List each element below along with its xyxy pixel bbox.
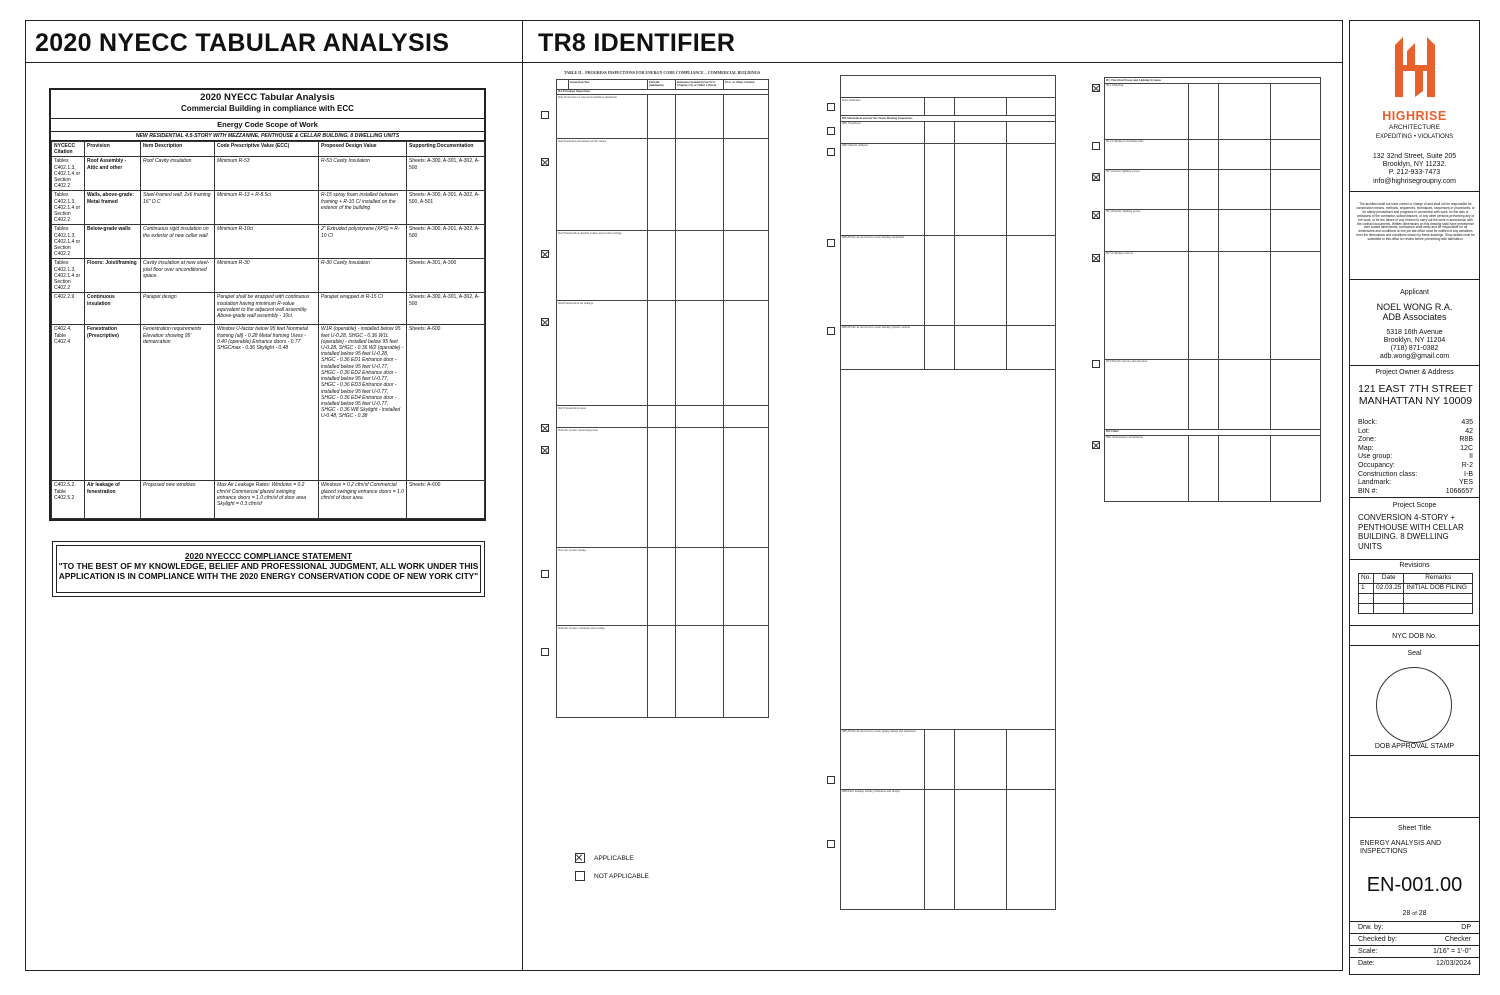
cell-documentation: Sheets: A-600 [407, 481, 485, 519]
table-row [841, 98, 1056, 116]
cell-item: Cavity insulation at new steel-joist floor over unconditioned space. [141, 259, 215, 293]
applicant-name: NOEL WONG R.A. [1376, 302, 1453, 312]
col-design-value: Proposed Design Value [319, 142, 407, 157]
cell-documentation: Sheets: A-600 [407, 325, 485, 481]
cell-item: Continuous rigid insulation on the exterior of new cellar wall. [141, 225, 215, 259]
prop-use-group: Use group: II [1358, 453, 1473, 461]
table-row [52, 191, 485, 225]
table-row [52, 481, 485, 519]
row-iia6: IIA6 Air barrier visual inspection [557, 428, 648, 548]
sheet-title: ENERGY ANALYSIS AND INSPECTIONS [1360, 840, 1442, 855]
prop-block: Block: 435 [1358, 419, 1473, 426]
col-provision: Provision [85, 142, 141, 157]
row-iib1: IIB1 Fireplaces [841, 121, 925, 143]
prop-lot: Lot: 42 [1358, 427, 1473, 435]
sheet-title-label: Sheet Title [1397, 825, 1432, 832]
cell-item: Roof Cavity insulation [141, 157, 215, 191]
page-count: 28 of 28 [1402, 910, 1427, 917]
cell-documentation: Sheets: A-300, A-301, A-302, A-500 [407, 293, 485, 325]
statement-body: "TO THE BEST OF MY KNOWLEDGE, BELIEF AND PROFESSIONAL JUDGMENT, ALL WORK UNDER THIS APPLICATION IS IN COMPLIANCE WITH THE 2020 ENERGY CONSERVATION CODE OF NEW YORK CITY" [58, 561, 479, 581]
legend-applicable-label: APPLICABLE [594, 855, 634, 862]
cell-design-value: Windows = 0.2 cfm/sf Commercial glazed swinging entrance doors = 1.0 cfm/sf of door area [319, 481, 407, 519]
table-row [841, 325, 1056, 369]
cell-citation: Tables C402.1.3, C402.1.4 or Section C402.2 [52, 225, 85, 259]
table-row [557, 139, 769, 231]
title-block [1349, 20, 1480, 975]
cell-citation: Tables C402.1.3, C402.1.4 or Section C402.2 [52, 259, 85, 293]
cell-design-value: R-53 Cavity Insulation [319, 157, 407, 191]
tabular-grid [51, 141, 485, 519]
cell-code-value: Minimum R-13 + R-8.5ci [215, 191, 319, 225]
firm-sub1: ARCHITECTURE [1389, 124, 1440, 131]
liability-notice: The architect shall not have control or charge of and shall not be responsible for construction means, methods, sequences, techniques, sequences or procedures, or for safety precautions and programs in connection with work, for the acts or omissions of the contractor, subcontractors, or any other persons performing any of the work, or for the failure of any of them to carry out the work in accordance with the contract documents. Written dimensions on this drawing shall have precedence over scaled dimensions; contractors shall verify and be responsible for all dimensions and conditions on the job site office must be notified of any variations from the dimensions and conditions shown by these drawings. Shop details must be submitted to this office for review before proceeding with fabrication. [1356, 202, 1475, 242]
cell-provision: Roof Assembly - Attic and other [85, 157, 141, 191]
tabular-subtitle: Commercial Building in compliance with ECC [51, 104, 484, 119]
cell-provision: Air leakage of fenestration [85, 481, 141, 519]
firm-phone: P. 212-933-7473 [1388, 169, 1441, 176]
firm-name: HIGHRISE [1382, 109, 1447, 123]
scope-label: Project Scope [1392, 502, 1437, 509]
section-iic: IIC Electrical Power and Lighting Systems [1105, 78, 1321, 84]
table-row [52, 293, 485, 325]
checkbox-iia5[interactable] [541, 424, 549, 432]
footer-checked-by: Checked by: Checker [1350, 933, 1479, 946]
cell-provision: Continuous insulation [85, 293, 141, 325]
applicant-label: Applicant [1400, 289, 1429, 296]
checkbox-iic1[interactable] [1092, 84, 1100, 92]
checkbox-iib4[interactable] [827, 327, 835, 335]
row-iic4: IIC4 Exterior lighting power [1105, 209, 1189, 251]
column-divider [522, 20, 523, 971]
checkbox-iib1[interactable] [827, 127, 835, 135]
table-row [841, 789, 1056, 909]
cell-documentation: Sheets: A-300, A-301, A-302, A-500 [407, 157, 485, 191]
row-iia7: IIA7 Air barrier testing [557, 548, 648, 626]
row-iia4: IIA4 Fenestration air leakage [557, 301, 648, 406]
cell-item: Parapet design [141, 293, 215, 325]
row-iia8: IIA8 Air barrier continuity plan testing [557, 626, 648, 718]
table-row [841, 121, 1056, 143]
tr8-col-inspection: Inspection/Test [569, 80, 648, 90]
highrise-logo-icon [1389, 31, 1441, 103]
prop-landmark: Landmark: YES [1358, 479, 1473, 487]
row-iic2: IIC2 Lighting in dwelling units [1105, 139, 1189, 169]
property-info [1358, 419, 1473, 496]
cell-provision: Walls, above-grade: Metal framed [85, 191, 141, 225]
section-iid: IID Other [1105, 429, 1321, 435]
cell-design-value: Parapet wrapped in R-15 CI [319, 293, 407, 325]
sheet-number: EN-001.00 [1366, 874, 1463, 896]
table-row [1105, 251, 1321, 359]
header-divider [25, 62, 1343, 63]
tr8-col-periodic: Periodic (minimum) [648, 80, 676, 90]
checkbox-iib5[interactable] [827, 776, 835, 784]
footer-drawn-by: Drw. by: DP [1350, 921, 1479, 934]
row-iia2: IIA2 Insulation placement and R-values [557, 139, 648, 231]
table-row [557, 428, 769, 548]
cell-item: Proposed new windows [141, 481, 215, 519]
table-row [1105, 359, 1321, 429]
revisions-header-row: No. Date Remarks [1359, 574, 1473, 584]
checkbox-iia2[interactable] [541, 158, 549, 166]
row-iia3: IIA3 Fenestration thermal values and product ratings [557, 231, 648, 301]
seal-circle [1376, 667, 1452, 743]
applicant-phone: (718) 871-0382 [1390, 345, 1439, 352]
revision-row-empty [1359, 604, 1473, 614]
col-citation: NYCECC Citation [52, 142, 85, 157]
footer-scale: Scale: 1/16" = 1'-0" [1350, 945, 1479, 958]
table-row [1105, 139, 1321, 169]
firm-address-2: Brooklyn, NY 11232. [1382, 161, 1447, 168]
checkbox-iic4[interactable] [1092, 211, 1100, 219]
firm-sub2: EXPEDITING • VIOLATIONS [1375, 134, 1454, 140]
checkbox-iic2[interactable] [1092, 142, 1100, 150]
table-row [557, 406, 769, 428]
table-row [52, 225, 485, 259]
row-iia1: IIA1 Protection of exposed foundation insulation [557, 95, 648, 139]
checkbox-iia1[interactable] [541, 111, 549, 119]
cell-code-value: Window U-factor below 95 feet Nonmetal framing (all) - 0.28 Metal framing Uwss - 0.40 (operable) Entrance doors - 0.77 SHGCmax - 0.36 Skylight - 0.48 [215, 325, 319, 481]
cell-documentation: Sheets: A-300, A-301, A-302, A-500 [407, 225, 485, 259]
cell-code-value: Minimum R-30 [215, 259, 319, 293]
footer-date: Date: 12/03/2024 [1350, 957, 1479, 970]
applicant-address-2: Brooklyn, NY 11204 [1383, 337, 1446, 344]
tabular-header-row [52, 142, 485, 157]
row-iic5: IIC5 Lighting controls [1105, 251, 1189, 359]
cell-item: Fenestration requirements Elevation showing 95' demarcation [141, 325, 215, 481]
tabular-title: 2020 NYECC Tabular Analysis [200, 92, 335, 103]
cell-design-value: W1R (operable) - installed below 95 feet U-0.28, SHGC - 0.36 W1L (operable) - installed below 95 feet U-0.28, SHGC - 0.36 W2 (operable) - installed below 95 feet U-0.28, SHGC - 0.36 ED1 Entrance door - installed below 95 feet U-0.77, SHGC - 0.36 ED2 Entrance door - installed below 95 feet U-0.77, SHGC - 0.36 ED3 Entrance door - installed below 95 feet U-0.77, SHGC - 0.36 ED4 Entrance door - installed below 95 feet U-0.77, SHGC - 0.36 W8 Skylight - installed U-0.48, SHGC - 0.38 [319, 325, 407, 481]
table-row [1105, 209, 1321, 251]
tr8-identifier-heading: TR8 IDENTIFIER [538, 29, 736, 57]
checkbox-iic3[interactable] [1092, 173, 1100, 181]
cell-provision: Fenestration (Prescriptive) [85, 325, 141, 481]
tr8-table-2 [840, 75, 1056, 910]
prop-occupancy: Occupancy: R-2 [1358, 461, 1473, 469]
legend-not-applicable-label: NOT APPLICABLE [594, 873, 649, 880]
cell-design-value: R-15 spray foam installed between framing + R-10 CI installed on the exterior of the building [319, 191, 407, 225]
checkbox-iia7[interactable] [541, 570, 549, 578]
cell-code-value: Minimum R-53 [215, 157, 319, 191]
cell-code-value: Minimum R-10ci [215, 225, 319, 259]
col-code-value: Code Prescriptive Value (ECC) [215, 142, 319, 157]
row-iia9: IIA9 Vestibules [841, 98, 925, 116]
cell-item: Steel-framed wall, 2x6 framing 16" O.C [141, 191, 215, 225]
compliance-statement [52, 541, 485, 597]
checkbox-iib2[interactable] [827, 148, 835, 156]
row-iic3: IIC3 Interior lighting power [1105, 169, 1189, 209]
section-iib: IIB Mechanical and Service Water Heating Inspections [841, 116, 1056, 122]
checkbox-iic6[interactable] [1092, 360, 1100, 368]
cell-design-value: 2" Extruded polystyrene (XPS) = R-10 CI [319, 225, 407, 259]
checkbox-iia8[interactable] [541, 648, 549, 656]
dob-number-label: NYC DOB No. [1392, 633, 1437, 640]
checkbox-iia4[interactable] [541, 318, 549, 326]
scope-header: Energy Code Scope of Work [51, 119, 484, 132]
checkbox-iib3[interactable] [827, 239, 835, 247]
prop-map: Map: 12C [1358, 444, 1473, 452]
firm-email[interactable]: info@highrisegroupny.com [1373, 178, 1456, 185]
cell-documentation: Sheets: A-301, A-300 [407, 259, 485, 293]
table-row [841, 143, 1056, 235]
statement-title: 2020 NYECCC COMPLIANCE STATEMENT [184, 551, 353, 561]
col-item: Item Description [141, 142, 215, 157]
tr8-col-citation: ECC or Other Citation [724, 80, 769, 90]
applicant-email[interactable]: adb.wong@gmail.com [1379, 353, 1450, 360]
tr8-page-3 [1104, 77, 1320, 509]
checkbox-iic5[interactable] [1092, 254, 1100, 262]
cell-citation: Tables C402.1.3, C402.1.4 or Section C402.2 [52, 191, 85, 225]
table-row [841, 235, 1056, 325]
tr8-table-3 [1104, 77, 1321, 502]
firm-address-1: 132 32nd Street, Suite 205 [1372, 153, 1457, 160]
legend-not-applicable-box [575, 871, 585, 881]
tabular-analysis-heading: 2020 NYECC TABULAR ANALYSIS [35, 29, 450, 57]
tr8-page-2 [840, 75, 1055, 960]
table-row [1105, 83, 1321, 139]
prop-bin: BIN #: 1066657 [1358, 487, 1473, 495]
table-row [1105, 435, 1321, 501]
revision-row: 1 02.03.25 INITIAL DOB FILING [1359, 584, 1473, 594]
legend-applicable-box [575, 853, 585, 863]
cell-design-value: R-30 Cavity Insulation [319, 259, 407, 293]
checkbox-iia3[interactable] [541, 250, 549, 258]
revisions-label: Revisions [1399, 562, 1430, 569]
col-documentation: Supporting Documentation [407, 142, 485, 157]
row-iib6: IIB6 Duct leakage testing, insulation and design [841, 789, 925, 909]
row-iib4: IIB4 HVAC-R and service water heating system controls [841, 325, 925, 369]
row-iic6: IIC6 Electric motors and elevators [1105, 359, 1189, 429]
table-row [557, 548, 769, 626]
cell-provision: Below-grade walls [85, 225, 141, 259]
project-address: 121 EAST 7TH STREET MANHATTAN NY 10009 [1358, 383, 1473, 407]
tr8-table-1 [556, 79, 769, 718]
prop-zone: Zone: R8B [1358, 436, 1473, 444]
cell-code-value: Max Air Leakage Rates: Windows = 0.2 cfm/sf Commercial glazed swinging entrance doors = 1.0 cfm/sf of door area Skylight = 0.3 cfm/sf [215, 481, 319, 519]
table-row [841, 729, 1056, 789]
cell-documentation: Sheets: A-300, A-301, A-302, A-500, A-501 [407, 191, 485, 225]
tabular-analysis-table [49, 88, 486, 521]
cell-citation: C402.4, Table C402.4 [52, 325, 85, 481]
cell-citation: C402.2.9 [52, 293, 85, 325]
cell-code-value: Parapet shall be wrapped with continuous insulation having minimum R-value equivalent to the adjacent wall assembly. Above-grade wall assembly - 10ci. [215, 293, 319, 325]
table-row [52, 325, 485, 481]
applicant-firm: ADB Associates [1382, 312, 1447, 322]
checkbox-iib6[interactable] [827, 840, 835, 848]
section-iia: IIA Envelope Inspections [557, 89, 769, 95]
table-row [52, 259, 485, 293]
revisions-table [1358, 573, 1473, 614]
seal-label: Seal [1407, 650, 1422, 657]
table-row [557, 626, 769, 718]
revision-row-empty [1359, 594, 1473, 604]
table-row [557, 301, 769, 406]
approval-stamp-label: DOB APPROVAL STAMP [1374, 743, 1455, 750]
cell-citation: Tables C402.1.3, C402.1.4 or Section C402.2 [52, 157, 85, 191]
owner-label: Project Owner & Address [1375, 369, 1454, 376]
row-iid1: IID1 Maintenance information [1105, 435, 1189, 501]
cell-provision: Floors: Joist/framing [85, 259, 141, 293]
tr8-table-title: TABLE II – PROGRESS INSPECTIONS FOR ENERGY CODE COMPLIANCE – COMMERCIAL BUILDINGS [563, 70, 761, 75]
table-row [557, 231, 769, 301]
cell-citation: C402.5.2, Table C402.5.2 [52, 481, 85, 519]
row-iib5: IIB5 HVAC-R and service water piping design and insulation [841, 729, 925, 789]
row-iia5: IIA5 Fenestration areas [557, 406, 648, 428]
applicant-address-1: 5318 16th Avenue [1386, 329, 1443, 336]
row-iic1: IIC1 Metering [1105, 83, 1189, 139]
checkbox-iia6[interactable] [541, 446, 549, 454]
tr8-page-1 [556, 70, 768, 742]
row-iib3: IIB3 HVAC-R and service water heating equipment [841, 235, 925, 325]
scope-description: NEW RESIDENTIAL 4.5-STORY WITH MEZZANINE, PENTHOUSE & CELLAR BUILDING, 8 DWELLING UNITS [51, 132, 484, 141]
table-row [557, 95, 769, 139]
checkbox-iia9[interactable] [827, 103, 835, 111]
table-row [52, 157, 485, 191]
tr8-col-reference: Reference Standard (See ECC Chapter CS) or Other Criteria [676, 80, 724, 90]
prop-construction-class: Construction class: I-B [1358, 470, 1473, 478]
table-row [1105, 169, 1321, 209]
row-iib2: IIB2 Shutoff dampers [841, 143, 925, 235]
project-scope: CONVERSION 4-STORY + PENTHOUSE WITH CELLAR BUILDING. 8 DWELLING UNITS [1358, 513, 1464, 551]
checkbox-iid1[interactable] [1092, 441, 1100, 449]
